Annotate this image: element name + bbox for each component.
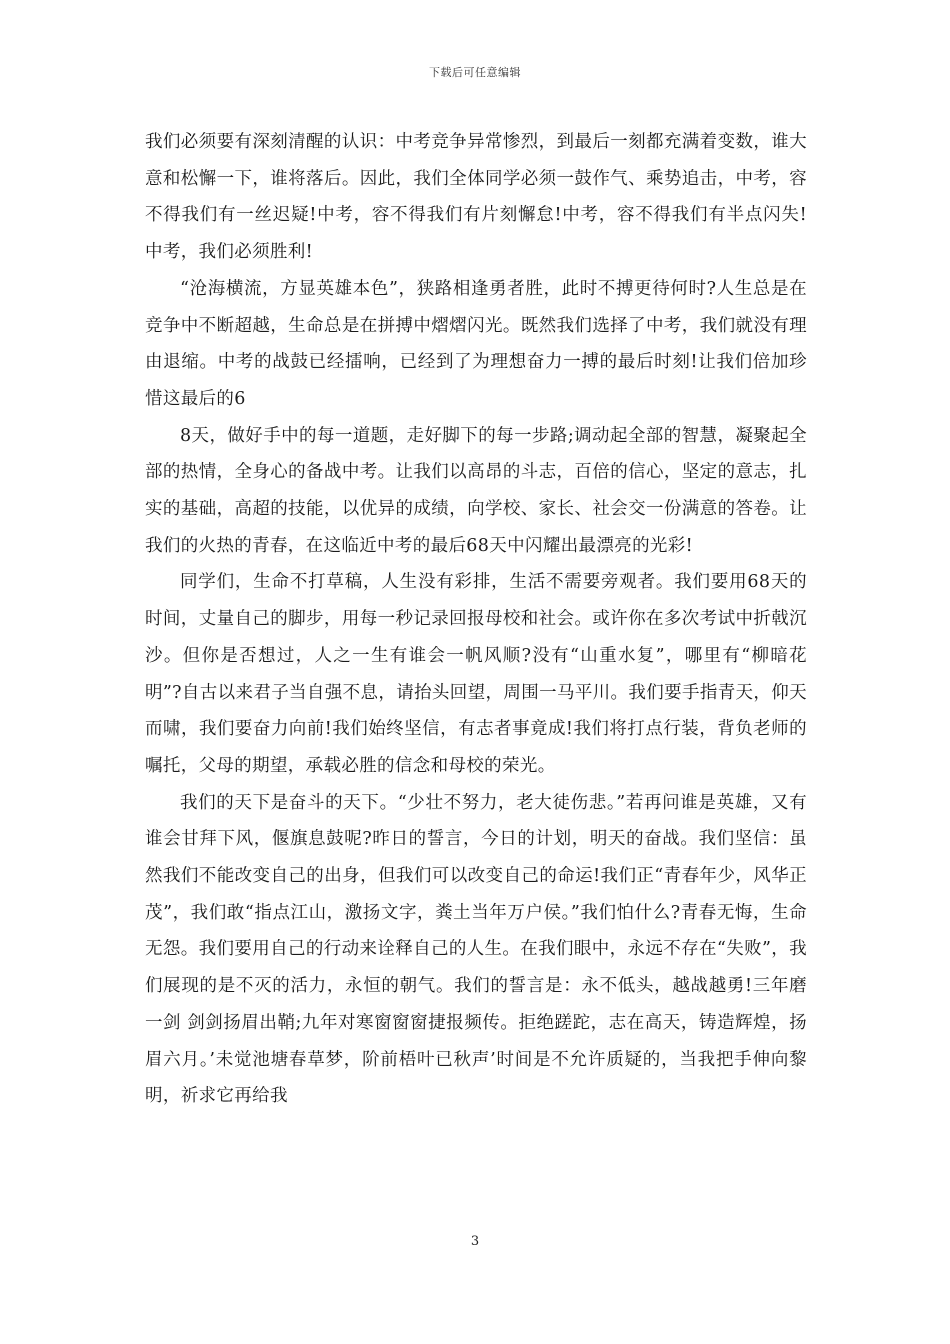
paragraph-3: 8天，做好手中的每一道题，走好脚下的每一步路;调动起全部的智慧，凝聚起全部的热情，全身心的备战中考。让我们以高昂的斗志，百倍的信心，坚定的意志，扎实的基础，高超的技能，以优异的成绩，向学校、家长、社会交一份满意的答卷。让我们的火热的青春，在这临近中考的最后68天中闪耀出最漂亮的光彩! (145, 425, 807, 556)
paragraph-2: “沧海横流，方显英雄本色”，狭路相逢勇者胜，此时不搏更待何时?人生总是在竞争中不断超越，生命总是在拼搏中熠熠闪光。既然我们选择了中考，我们就没有理由退缩。中考的战鼓已经擂响，已经到了为理想奋力一搏的最后时刻!让我们倍加珍惜这最后的6 (145, 278, 807, 409)
paragraph-5: 我们的天下是奋斗的天下。“少壮不努力，老大徒伤悲。”若再问谁是英雄，又有谁会甘拜下风，偃旗息鼓呢?昨日的誓言，今日的计划，明天的奋战。我们坚信：虽然我们不能改变自己的出身，但我们可以改变自己的命运!我们正“青春年少，风华正茂”，我们敢“指点江山，激扬文字，粪土当年万户侯。”我们怕什么?青春无悔，生命无怨。我们要用自己的行动来诠释自己的人生。在我们眼中，永远不存在“失败”，我们展现的是不灭的活力，永恒的朝气。我们的誓言是：永不低头，越战越勇!三年磨一剑 剑剑扬眉出鞘;九年对寒窗窗窗捷报频传。拒绝蹉跎，志在高天，铸造辉煌，扬眉六月。’未觉池塘春草梦，阶前梧叶已秋声’时间是不允许质疑的，当我把手伸向黎明，祈求它再给我 (145, 792, 807, 1107)
paragraph-4: 同学们，生命不打草稿，人生没有彩排，生活不需要旁观者。我们要用68天的时间，丈量自己的脚步，用每一秒记录回报母校和社会。或许你在多次考试中折戟沉沙。但你是否想过，人之一生有谁会一帆风顺?没有“山重水复”，哪里有“柳暗花明”?自古以来君子当自强不息，请抬头回望，周围一马平川。我们要手指青天，仰天而啸，我们要奋力向前!我们始终坚信，有志者事竟成!我们将打点行装，背负老师的嘱托，父母的期望，承载必胜的信念和母校的荣光。 (145, 572, 807, 776)
paragraph-1: 我们必须要有深刻清醒的认识：中考竞争异常惨烈，到最后一刻都充满着变数，谁大意和松懈一下，谁将落后。因此，我们全体同学必须一鼓作气、乘势追击，中考，容不得我们有一丝迟疑!中考，容不得我们有片刻懈怠!中考，容不得我们有半点闪失!中考，我们必须胜利! (145, 132, 807, 263)
page-header: 下载后可任意编辑 (429, 66, 521, 79)
body-text (145, 124, 807, 1115)
page-number: 3 (470, 1234, 480, 1249)
